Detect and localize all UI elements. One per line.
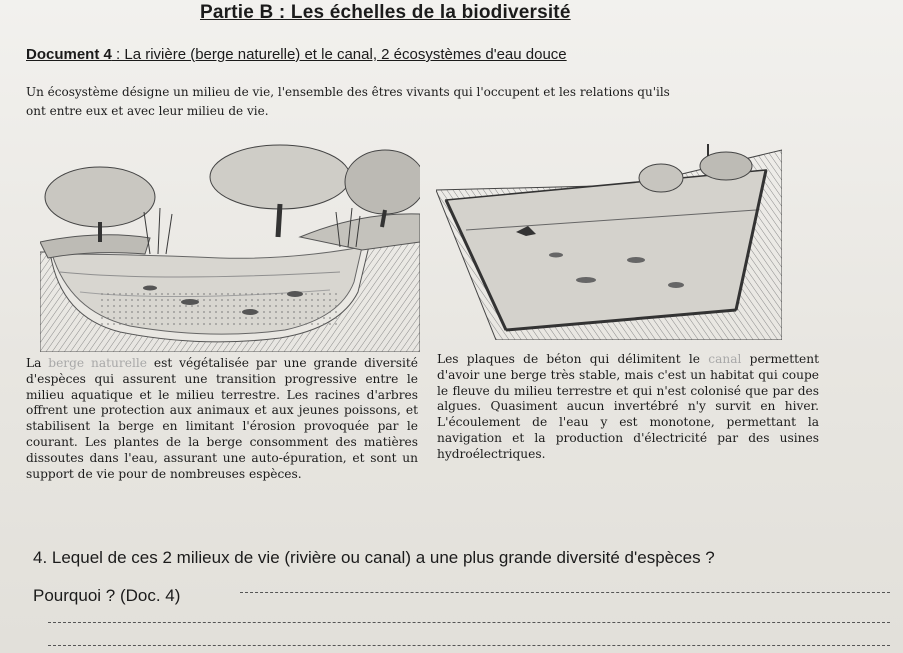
river-bank-illustration <box>40 142 420 352</box>
left-text-body: est végétalisée par une grande diversité d'espèces qui assurent une transition progressive entre le milieu aquatique et le milieu terrestre. Les racines d'arbres offrent une protection aux animaux et aux jeunes poissons, et stabilisent la berge en limitant l'érosion provoquée par le courant. Les plantes de la berge consomment des matières dissoutes dans l'eau, assurant une auto-épuration, et sont un support de vie pour de nombreuses espèces. <box>26 356 419 481</box>
answer-line[interactable] <box>48 645 890 646</box>
canal-description <box>437 352 819 463</box>
right-text-body: permettent d'avoir une berge très stable, mais c'est un habitat qui coupe le fleuve du milieu terrestre et qui n'est colonisé que par des algues. Quasiment aucun invertébré n'y survit en hiver. L'écoulement de l'eau y est monotone, permettant la navigation et la production d'électricité par des usines hydroélectriques. <box>437 352 820 461</box>
answer-line[interactable] <box>48 622 890 623</box>
left-text-faded: berge naturelle <box>48 356 147 370</box>
right-text-prefix: Les plaques de béton qui délimitent le <box>437 352 709 366</box>
canal-illustration <box>436 140 782 340</box>
document-label: Document 4 <box>26 46 112 63</box>
page-title: Partie B : Les échelles de la biodiversité <box>200 2 571 23</box>
river-bank-description <box>26 356 418 482</box>
right-text-faded: canal <box>708 352 742 366</box>
document-title-text: : La rivière (berge naturelle) et le canal, 2 écosystèmes d'eau douce <box>111 46 567 63</box>
question-why: Pourquoi ? (Doc. 4) <box>33 586 181 605</box>
answer-line[interactable] <box>240 592 890 593</box>
intro-paragraph: Un écosystème désigne un milieu de vie, l'ensemble des êtres vivants qui l'occupent et les relations qu'ils ont entre eux et avec leur milieu de vie. <box>26 85 670 118</box>
document-title <box>26 46 567 63</box>
question-text: 4. Lequel de ces 2 milieux de vie (rivière ou canal) a une plus grande diversité d'espèces ? <box>33 548 715 567</box>
left-text-prefix: La <box>26 356 49 370</box>
